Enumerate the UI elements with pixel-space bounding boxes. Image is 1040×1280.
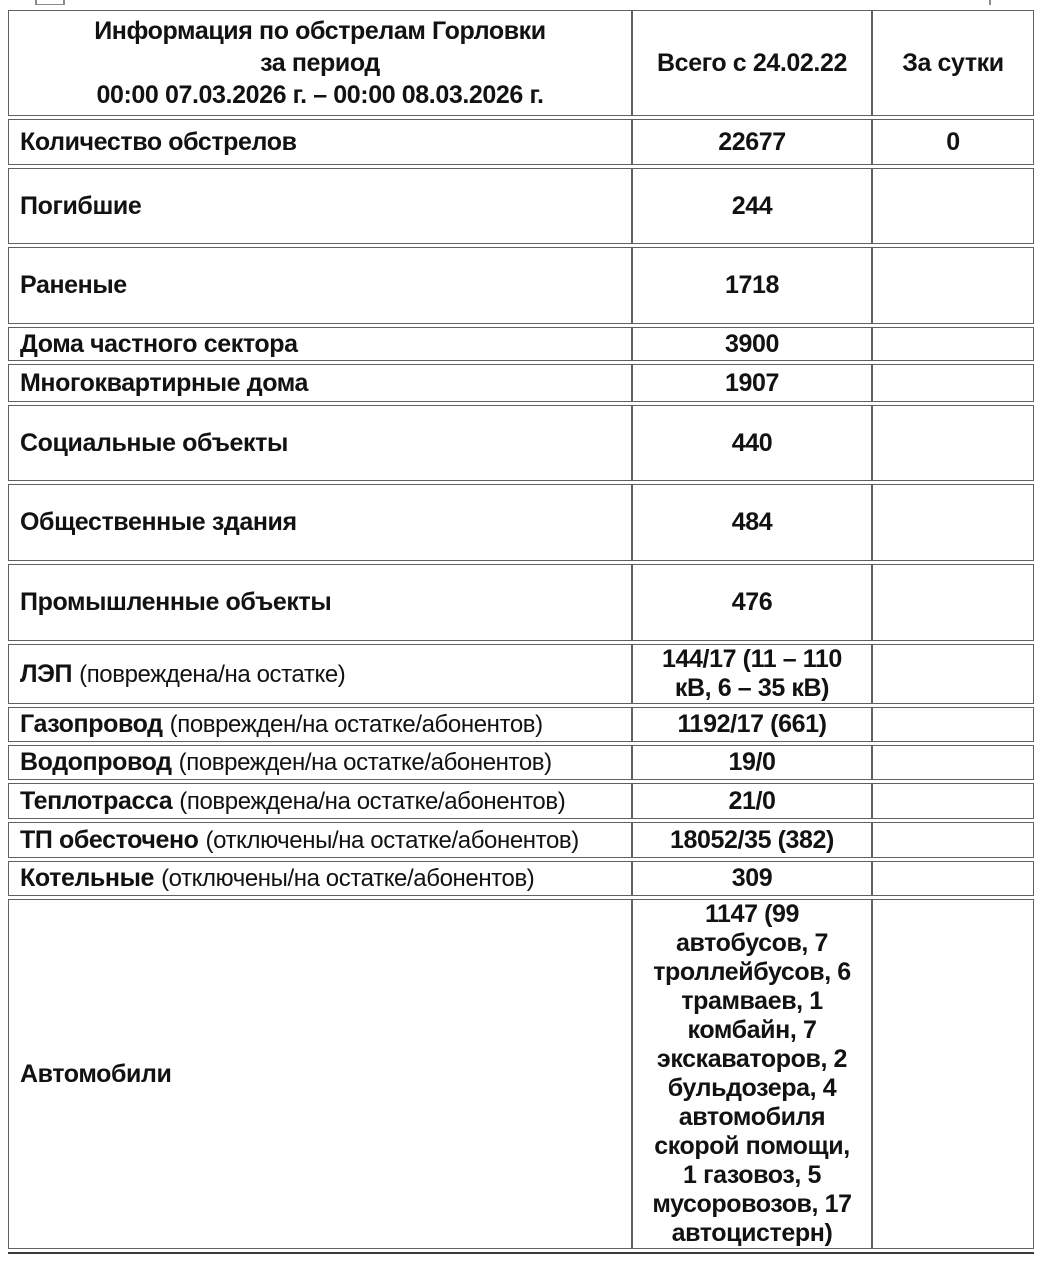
row-daily-cell (872, 899, 1034, 1249)
table-row (8, 564, 1034, 641)
row-label-cell (8, 405, 632, 481)
row-label-cell (8, 745, 632, 780)
row-daily-cell (872, 822, 1034, 858)
row-label: Промышленные объекты (20, 588, 332, 616)
table-row (8, 119, 1034, 165)
row-label-cell (8, 564, 632, 641)
row-daily-cell (872, 707, 1034, 742)
table-title-line2: за период (260, 49, 380, 77)
row-daily-cell (872, 168, 1034, 244)
row-label-note: (поврежден/на остатке/абонентов) (169, 711, 543, 738)
table-row (8, 327, 1034, 361)
column-header-total: Всего с 24.02.22 (632, 10, 872, 116)
row-label: Водопровод (20, 748, 172, 776)
row-label-cell (8, 822, 632, 858)
row-total-cell: 1147 (99 автобусов, 7 троллейбусов, 6 трамваев, 1 комбайн, 7 экскаваторов, 2 бульдозера, 4 автомобиля скорой помощи, 1 газовоз, 5 мусоровозов, 17 автоцистерн) (632, 899, 872, 1249)
row-total-cell: 19/0 (632, 745, 872, 780)
table-row (8, 745, 1034, 780)
row-daily-cell (872, 644, 1034, 704)
table-title-cell (8, 10, 632, 116)
table-row (8, 484, 1034, 561)
table-row (8, 861, 1034, 896)
row-daily-cell: 0 (872, 119, 1034, 165)
table-row (8, 707, 1034, 742)
row-total-cell: 1907 (632, 364, 872, 402)
row-daily-cell (872, 484, 1034, 561)
row-label: ТП обесточено (20, 825, 199, 854)
row-daily-cell (872, 745, 1034, 780)
column-header-daily: За сутки (872, 10, 1034, 116)
row-daily-cell (872, 247, 1034, 324)
row-label: Дома частного сектора (20, 329, 298, 358)
table-row (8, 822, 1034, 858)
table-title-line1: Информация по обстрелам Горловки (94, 17, 546, 45)
row-daily-cell (872, 327, 1034, 361)
table-row (8, 168, 1034, 244)
row-label-cell (8, 484, 632, 561)
shelling-stats-table (8, 7, 1034, 1254)
row-label-note: (повреждена/на остатке/абонентов) (179, 787, 566, 815)
row-label: Раненые (20, 271, 127, 299)
row-total-cell: 309 (632, 861, 872, 896)
table-header-row (8, 10, 1034, 116)
row-label: Многоквартирные дома (20, 368, 309, 397)
table-row (8, 783, 1034, 819)
row-label-cell (8, 119, 632, 165)
row-label: Автомобили (20, 1059, 172, 1088)
row-label-cell (8, 861, 632, 896)
row-label-cell (8, 899, 632, 1249)
row-total-cell: 1192/17 (661) (632, 707, 872, 742)
row-total-cell: 22677 (632, 119, 872, 165)
row-label-cell (8, 783, 632, 819)
row-label: ЛЭП (20, 659, 73, 688)
row-label-cell (8, 707, 632, 742)
row-label-note: (отключены/на остатке/абонентов) (161, 865, 535, 892)
row-daily-cell (872, 405, 1034, 481)
row-label: Теплотрасса (20, 786, 173, 815)
row-total-cell: 1718 (632, 247, 872, 324)
row-total-cell: 21/0 (632, 783, 872, 819)
row-label: Социальные объекты (20, 428, 288, 457)
row-label-cell (8, 168, 632, 244)
row-total-cell: 144/17 (11 – 110 кВ, 6 – 35 кВ) (632, 644, 872, 704)
row-label: Газопровод (20, 710, 163, 738)
row-total-cell: 484 (632, 484, 872, 561)
row-label-note: (повреждена/на остатке) (79, 660, 346, 688)
row-label: Котельные (20, 864, 155, 892)
table-row (8, 644, 1034, 704)
row-label-note: (поврежден/на остатке/абонентов) (178, 749, 552, 776)
row-label-cell (8, 364, 632, 402)
row-total-cell: 18052/35 (382) (632, 822, 872, 858)
table-row (8, 405, 1034, 481)
row-label-note: (отключены/на остатке/абонентов) (205, 826, 579, 854)
table-title-line3: 00:00 07.03.2026 г. – 00:00 08.03.2026 г. (96, 81, 544, 109)
row-total-cell: 440 (632, 405, 872, 481)
row-label-cell (8, 247, 632, 324)
row-total-cell: 244 (632, 168, 872, 244)
row-label: Погибшие (20, 191, 142, 220)
row-total-cell: 3900 (632, 327, 872, 361)
row-label: Общественные здания (20, 508, 297, 536)
crop-artifact-top-left (35, 0, 65, 5)
row-daily-cell (872, 364, 1034, 402)
row-daily-cell (872, 783, 1034, 819)
row-label-cell (8, 644, 632, 704)
crop-artifact-top-right (989, 0, 991, 5)
row-daily-cell (872, 861, 1034, 896)
row-label-cell (8, 327, 632, 361)
row-total-cell: 476 (632, 564, 872, 641)
row-label: Количество обстрелов (20, 127, 297, 156)
table-row (8, 247, 1034, 324)
table-row (8, 899, 1034, 1249)
table-row (8, 364, 1034, 402)
row-daily-cell (872, 564, 1034, 641)
